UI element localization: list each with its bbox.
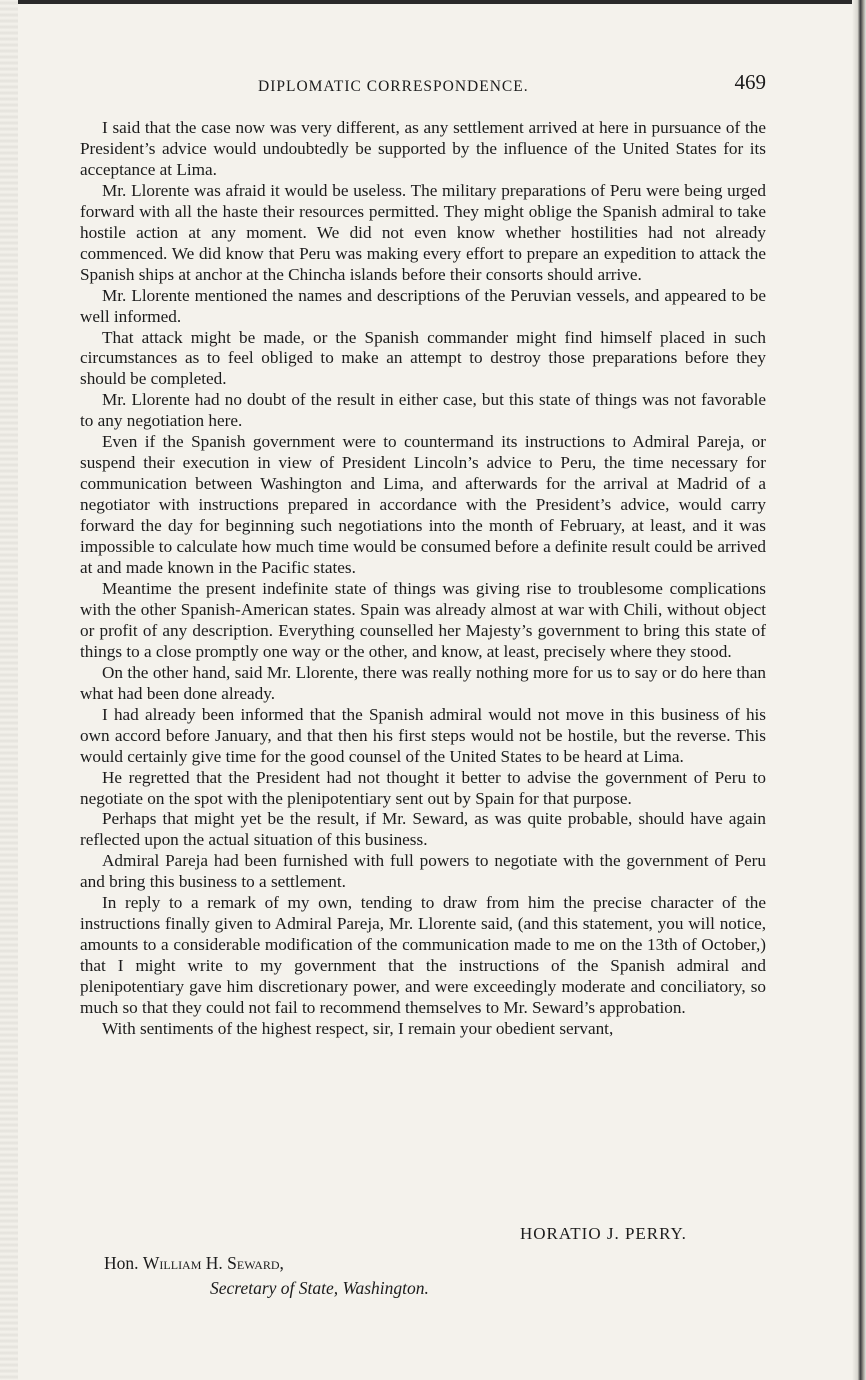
paragraph: Perhaps that might yet be the result, if Mr. Seward, as was quite probable, should have again reflected upon the actual situation of this business.	[80, 809, 766, 850]
paragraph: I said that the case now was very different, as any settlement arrived at here in pursuance of the President’s advice would undoubtedly be supported by the influence of the United States for its acceptance at Lima.	[80, 118, 766, 179]
paragraph: Meantime the present indefinite state of things was giving rise to troublesome complications with the other Spanish-American states. Spain was already almost at war with Chili, without object or profit of any description. Everything counselled her Majesty’s government to bring this state of things to a close promptly one way or the other, and know, at least, precisely where they stood.	[80, 578, 766, 661]
top-border-rule	[0, 0, 866, 4]
signature: HORATIO J. PERRY.	[520, 1224, 687, 1243]
closing-line: With sentiments of the highest respect, sir, I remain your obedient servant,	[102, 1018, 614, 1038]
paragraph: Mr. Llorente mentioned the names and descriptions of the Peruvian vessels, and appeared to be well informed.	[80, 285, 766, 326]
paragraph: Mr. Llorente was afraid it would be useless. The military preparations of Peru were being urged forward with all the haste their resources permitted. They might oblige the Spanish admiral to take hostile action at any moment. We did not even know whether hostilities had not already commenced. We did know that Peru was making every effort to prepare an expedition to attack the Spanish ships at anchor at the Chincha islands before their consorts should arrive.	[80, 180, 766, 284]
paragraph: I had already been informed that the Spanish admiral would not move in this business of his own accord before January, and that then his first steps would not be hostile, but the reverse. This would certainly give time for the good counsel of the United States to be heard at Lima.	[80, 704, 766, 766]
right-page-edge	[852, 0, 866, 1380]
addressee-name: William H. Seward,	[142, 1253, 284, 1273]
addressee-line	[104, 1252, 429, 1274]
paragraph: Admiral Pareja had been furnished with full powers to negotiate with the government of Peru and bring this business to a settlement.	[80, 851, 766, 892]
letter-body	[80, 118, 766, 1040]
addressee-prefix: Hon.	[104, 1253, 143, 1273]
paragraph: In reply to a remark of my own, tending to draw from him the precise character of the instructions finally given to Admiral Pareja, Mr. Llorente said, (and this statement, you will notice, amounts to a considerable modification of the communication made to me on the 13th of October,) that I might write to my government that the instructions of the Spanish admiral and plenipotentiary gave him discretionary power, and were exceedingly moderate and conciliatory, so much so that they could not fail to recommend themselves to Mr. Seward’s approbation.	[80, 893, 766, 1018]
addressee-title: Secretary of State, Washington.	[210, 1278, 429, 1298]
page-number: 469	[734, 70, 766, 94]
paragraph: On the other hand, said Mr. Llorente, there was really nothing more for us to say or do here than what had been done already.	[80, 662, 766, 703]
left-page-edge	[0, 0, 18, 1380]
paragraph: Even if the Spanish government were to countermand its instructions to Admiral Pareja, or suspend their execution in view of President Lincoln’s advice to Peru, the time necessary for communication between Washington and Lima, and afterwards for the arrival at Madrid of a negotiator with instructions prepared in accordance with the President’s advice, would carry forward the day for beginning such negotiations into the month of February, at least, and it was impossible to calculate how much time would be consumed before a definite result could be arrived at and made known in the Pacific states.	[80, 432, 766, 578]
paragraph: He regretted that the President had not thought it better to advise the government of Peru to negotiate on the spot with the plenipotentiary sent out by Spain for that purpose.	[80, 767, 766, 808]
addressee-block	[104, 1252, 429, 1299]
paragraph: That attack might be made, or the Spanish commander might find himself placed in such circumstances as to feel obliged to make an attempt to destroy those preparations before they should be completed.	[80, 327, 766, 389]
page-header	[80, 70, 770, 100]
running-head: DIPLOMATIC CORRESPONDENCE.	[258, 78, 529, 95]
paragraph: Mr. Llorente had no doubt of the result in either case, but this state of things was not favorable to any negotiation here.	[80, 390, 766, 431]
